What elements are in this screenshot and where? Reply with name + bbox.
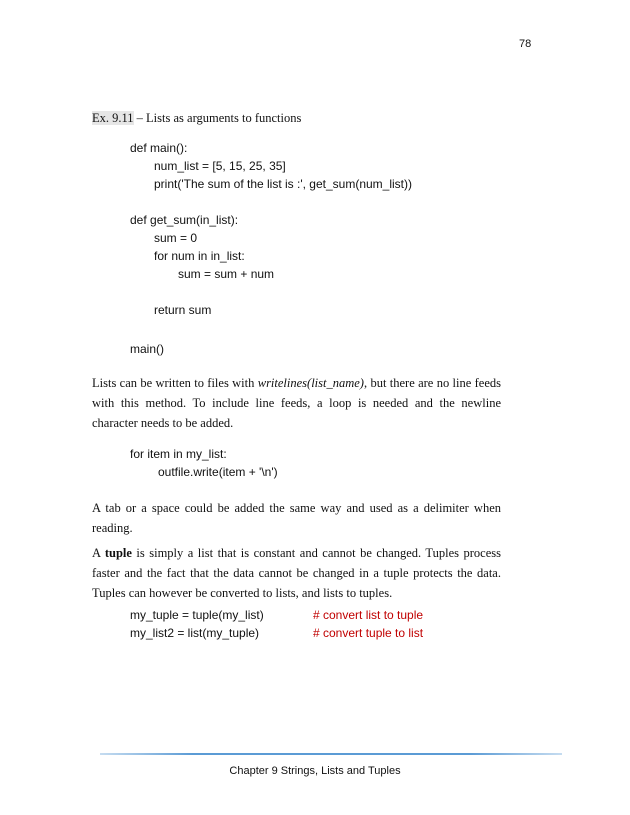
paragraph-tuple (92, 543, 501, 603)
para1-text-end: , but there are no line feeds with this method. To include line feeds, a loop is needed and the newline character needs to be added. (92, 376, 501, 430)
code-line: main() (130, 342, 165, 356)
footer-rule (100, 753, 562, 755)
footer-chapter-title: Chapter 9 Strings, Lists and Tuples (229, 765, 401, 777)
code-line: def main(): (130, 141, 188, 155)
para2-text: A tab or a space could be added the same way and used as a delimiter when reading. (92, 501, 501, 535)
paragraph-delimiter (92, 498, 501, 538)
code-comment: # convert list to tuple (313, 608, 424, 622)
code-line: def get_sum(in_list): (130, 213, 239, 227)
para3-bold-term: tuple (104, 546, 132, 560)
code-line: print('The sum of the list is :', get_sum(num_list)) (154, 177, 412, 191)
page-number: 78 (519, 38, 532, 50)
code-line: outfile.write(item + '\n') (158, 465, 278, 479)
example-title: – Lists as arguments to functions (133, 111, 302, 125)
code-line: num_list = [5, 15, 25, 35] (154, 159, 286, 173)
para1-italic: writelines(list_name) (257, 376, 364, 390)
code-line: my_tuple = tuple(my_list) (130, 608, 264, 622)
code-line: for num in in_list: (154, 249, 245, 263)
para3-text-end: is simply a list that is constant and cannot be changed. Tuples process faster and the fact that the data cannot be changed in a tuple protects the data. Tuples can however be converted to lists, and lists to tuples. (92, 546, 501, 600)
paragraph-writelines (92, 373, 501, 433)
code-line: return sum (154, 303, 212, 317)
code-line: for item in my_list: (130, 447, 227, 461)
example-label: Ex. 9.11 (92, 111, 134, 125)
para1-text-start: Lists can be written to files with (92, 376, 258, 390)
code-line: sum = sum + num (178, 267, 275, 281)
code-comment: # convert tuple to list (313, 626, 424, 640)
code-line: sum = 0 (154, 231, 198, 245)
example-heading (92, 111, 301, 126)
para3-text-start: A (92, 546, 105, 560)
code-line: my_list2 = list(my_tuple) (130, 626, 260, 640)
